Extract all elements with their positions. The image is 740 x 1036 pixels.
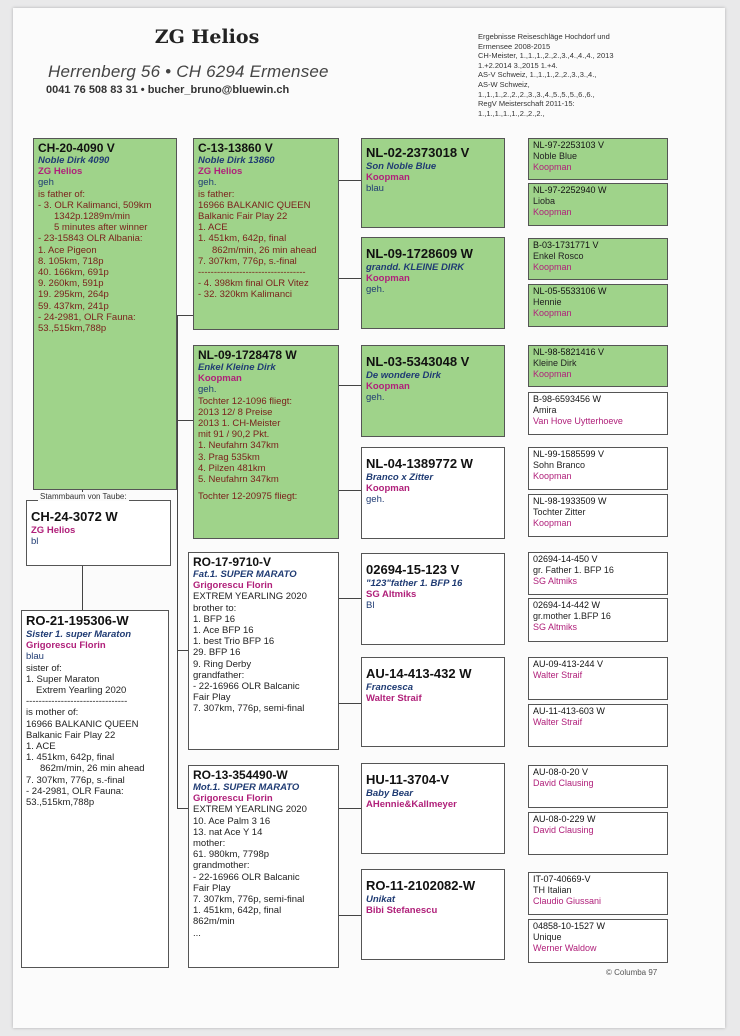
gen3-ring: NL-02-2373018 V [366, 145, 470, 160]
sire-dam-note: 5. Neufahrn 347km [198, 474, 279, 486]
dam-note: Balkanic Fair Play 22 [26, 729, 116, 741]
dam-note: - 24-2981, OLR Fauna: [26, 785, 124, 797]
gen3-name: Unikat [366, 894, 396, 905]
gen4-ring: NL-99-1585599 V [533, 449, 605, 459]
gen4-name: Tochter Zitter [533, 507, 586, 517]
dam-sire-note: 1. BFP 16 [193, 613, 236, 625]
dam-note: sister of: [26, 662, 62, 674]
gen4-box-10 [528, 598, 668, 642]
dam-ring: RO-21-195306-W [26, 613, 129, 628]
gen4-owner: Claudio Giussani [533, 896, 602, 906]
sire-owner: ZG Helios [38, 166, 83, 178]
sire-dam-owner: Koopman [198, 373, 242, 385]
sire-sire-note: Balkanic Fair Play 22 [198, 211, 288, 223]
sire-sire-note: 1. ACE [198, 222, 228, 234]
gen4-box-6 [528, 392, 668, 435]
sire-sire-note: ---------------------------------- [198, 267, 306, 279]
sire-dam-note: 4. Pilzen 481km [198, 462, 266, 474]
gen4-ring: IT-07-40669-V [533, 874, 591, 884]
gen4-owner: Koopman [533, 262, 572, 272]
gen3-ring: NL-04-1389772 W [366, 456, 473, 471]
dam-note: -------------------------------- [26, 696, 128, 708]
gen4-box-16 [528, 919, 668, 963]
dam-note: 862m/min, 26 min ahead [40, 763, 145, 775]
gen4-owner: Koopman [533, 369, 572, 379]
gen4-ring: NL-98-1933509 W [533, 496, 607, 506]
sire-dam-name: Enkel Kleine Dirk [198, 362, 276, 373]
dam-dam-note: ... [193, 927, 201, 939]
dam-dam-note: grandmother: [193, 860, 250, 872]
dam-dam-note: 61. 980km, 7798p [193, 849, 270, 861]
dam-note: 1. ACE [26, 741, 56, 753]
sire-dam-note: Tochter 12-1096 fliegt: [198, 395, 293, 407]
sire-sire-box [193, 138, 339, 330]
sire-sire-owner: ZG Helios [198, 166, 243, 178]
dam-sire-note: EXTREM YEARLING 2020 [193, 591, 307, 603]
dam-sire-owner: Grigorescu Florin [193, 580, 273, 592]
dam-dam-note: - 22-16966 OLR Balcanic [193, 871, 300, 883]
pedigree-caption: Stammbaum von Taube: [40, 492, 127, 501]
gen4-box-1 [528, 138, 668, 180]
gen4-box-2 [528, 183, 668, 226]
gen4-ring: AU-08-0-229 W [533, 814, 596, 824]
dam-color: blau [26, 651, 44, 663]
sire-note: - 23-15843 OLR Albania: [38, 233, 143, 245]
gen4-ring: B-98-6593456 W [533, 394, 602, 404]
sire-sire-note: 862m/min, 26 min ahead [212, 244, 317, 256]
gen4-box-4 [528, 284, 668, 327]
gen3-box-8 [361, 869, 505, 960]
dam-dam-note: 862m/min [193, 916, 235, 928]
gen3-owner: Koopman [366, 273, 410, 285]
sire-box [33, 138, 177, 490]
sire-note: 59. 437km, 241p [38, 300, 109, 312]
results-line: Ergebnisse Reiseschläge Hochdorf und [478, 32, 610, 41]
gen4-box-14 [528, 812, 668, 855]
results-line: 1.+2.2014 3.,2015 1.+4. [478, 60, 558, 70]
dam-dam-note: 7. 307km, 776p, semi-final [193, 894, 305, 906]
gen4-owner: Koopman [533, 207, 572, 217]
results-summary [478, 32, 668, 118]
dam-sire-note: 29. BFP 16 [193, 647, 241, 659]
results-line: AS-V Schweiz, 1.,1.,1.,2.,2.,3.,3.,4., [478, 70, 597, 80]
gen4-ring: 04858-10-1527 W [533, 921, 606, 931]
results-line: AS-W Schweiz, [478, 79, 530, 89]
sire-note: - 24-2981, OLR Fauna: [38, 311, 136, 323]
gen3-name: "123"father 1. BFP 16 [366, 578, 463, 589]
gen4-owner: David Clausing [533, 825, 594, 835]
gen4-ring: B-03-1731771 V [533, 240, 599, 250]
gen4-owner: SG Altmiks [533, 622, 578, 632]
gen3-owner: Koopman [366, 381, 410, 393]
gen3-ring: NL-09-1728609 W [366, 246, 473, 261]
sire-dam-note: 3. Prag 535km [198, 451, 260, 463]
dam-dam-owner: Grigorescu Florin [193, 793, 273, 805]
gen4-owner: David Clausing [533, 778, 594, 788]
copyright: © Columba 97 [606, 968, 658, 977]
dam-sire-note: grandfather: [193, 669, 245, 681]
sire-sire-ring: C-13-13860 V [198, 141, 273, 155]
results-line: 1.,1.,1.,1.,1.,2.,2.,2., [478, 108, 545, 118]
sire-dam-note: 1. Neufahrn 347km [198, 440, 279, 452]
dam-note: 53.,515km,788p [26, 797, 95, 809]
gen4-name: Kleine Dirk [533, 358, 577, 368]
dam-sire-note: - 22-16966 OLR Balcanic [193, 681, 300, 693]
gen3-ring: HU-11-3704-V [366, 772, 450, 787]
gen4-name: Amira [533, 405, 557, 415]
gen4-name: gr.mother 1.BFP 16 [533, 611, 611, 621]
gen4-box-11 [528, 657, 668, 700]
dam-sire-note: brother to: [193, 602, 237, 614]
breeder-title: ZG Helios [154, 26, 260, 48]
gen4-owner: Koopman [533, 162, 572, 172]
gen4-box-8 [528, 494, 668, 537]
sire-note: is father of: [38, 188, 85, 200]
sire-dam-note: mit 91 / 90,2 Pkt. [198, 429, 270, 441]
subject-color: bl [31, 536, 39, 548]
dam-dam-note: 10. Ace Palm 3 16 [193, 815, 271, 827]
gen4-owner: Koopman [533, 471, 572, 481]
gen4-name: Noble Blue [533, 151, 578, 161]
gen3-owner: Koopman [366, 483, 410, 495]
gen4-ring: NL-97-2252940 W [533, 185, 607, 195]
sire-name: Noble Dirk 4090 [38, 155, 110, 166]
gen3-box-2 [361, 237, 505, 329]
sire-dam-note: 2013 12/ 8 Preise [198, 406, 273, 418]
gen4-name: Unique [533, 932, 562, 942]
gen4-box-9 [528, 552, 668, 595]
gen4-box-7 [528, 447, 668, 490]
dam-dam-note: 1. 451km, 642p, final [193, 905, 282, 917]
gen3-owner: Koopman [366, 172, 410, 184]
gen3-owner: SG Altmiks [366, 589, 417, 601]
gen3-box-4 [361, 447, 505, 539]
sire-note: 53.,515km,788p [38, 323, 107, 335]
gen4-ring: AU-09-413-244 V [533, 659, 604, 669]
gen4-ring: 02694-14-442 W [533, 600, 601, 610]
gen3-name: Baby Bear [366, 788, 413, 799]
dam-sire-note: 7. 307km, 776p, semi-final [193, 703, 305, 715]
gen3-color: geh. [366, 284, 385, 296]
gen4-ring: AU-11-413-603 W [533, 706, 605, 716]
sire-sire-note: 7. 307km, 776p, s.-final [198, 255, 297, 267]
gen3-box-7 [361, 763, 505, 854]
gen4-name: Enkel Rosco [533, 251, 584, 261]
sire-dam-color: geh. [198, 384, 217, 396]
gen4-ring: AU-08-0-20 V [533, 767, 589, 777]
results-line: CH-Meister, 1.,1.,1.,2.,2.,3.,4.,4.,4., 2013 [478, 51, 614, 61]
gen4-box-13 [528, 765, 668, 808]
sire-note: 1342p.1289m/min [54, 211, 131, 223]
sire-sire-note: 16966 BALKANIC QUEEN [198, 199, 311, 211]
gen3-name: grandd. KLEINE DIRK [366, 262, 465, 273]
dam-dam-note: 13. nat Ace Y 14 [193, 826, 263, 838]
gen3-color: geh. [366, 392, 385, 404]
gen3-color: blau [366, 183, 384, 195]
gen4-owner: Koopman [533, 518, 572, 528]
dam-owner: Grigorescu Florin [26, 640, 106, 652]
sire-dam-note: Tochter 12-20975 fliegt: [198, 491, 298, 503]
gen3-box-3 [361, 345, 505, 437]
gen4-owner: Koopman [533, 308, 572, 318]
dam-sire-note: 1. Ace BFP 16 [193, 625, 254, 637]
dam-note: Extrem Yearling 2020 [36, 685, 127, 697]
dam-note: is mother of: [26, 707, 79, 719]
gen4-owner: Werner Waldow [533, 943, 597, 953]
sire-note: 19. 295km, 264p [38, 289, 109, 301]
subject-ring: CH-24-3072 W [31, 509, 118, 524]
dam-sire-note: 1. best Trio BFP 16 [193, 636, 275, 648]
gen4-ring: NL-97-2253103 V [533, 140, 605, 150]
gen3-ring: AU-14-413-432 W [366, 666, 472, 681]
sire-note: 1. Ace Pigeon [38, 244, 97, 256]
gen3-name: Francesca [366, 682, 414, 693]
subject-owner: ZG Helios [31, 525, 76, 536]
sire-note: 9. 260km, 591p [38, 278, 104, 290]
dam-sire-note: Fair Play [193, 692, 231, 704]
sire-sire-name: Noble Dirk 13860 [198, 155, 275, 166]
gen4-box-5 [528, 345, 668, 387]
gen3-ring: NL-03-5343048 V [366, 354, 470, 369]
gen4-ring: NL-05-5533106 W [533, 286, 607, 296]
gen4-ring: NL-98-5821416 V [533, 347, 605, 357]
gen3-color: Bl [366, 600, 375, 612]
sire-color: geh [38, 177, 54, 189]
sire-dam-note: 2013 1. CH-Meister [198, 418, 281, 430]
results-line: 1.,1.,1.,2.,2.,2.,3.,3.,4.,5.,5.,5.,6.,6., [478, 89, 595, 99]
results-line: RegV Meisterschaft 2011-15: [478, 99, 575, 109]
gen4-name: Lioba [533, 196, 556, 206]
gen3-owner: AHennie&Kallmeyer [366, 799, 457, 811]
sire-note: 5 minutes after winner [54, 222, 148, 234]
dam-dam-note: mother: [193, 838, 226, 850]
gen3-name: Branco x Zitter [366, 472, 434, 483]
dam-note: 16966 BALKANIC QUEEN [26, 718, 139, 730]
dam-note: 1. Super Maraton [26, 673, 100, 685]
dam-dam-box [188, 765, 339, 968]
gen3-owner: Walter Straif [366, 693, 422, 705]
gen4-box-15 [528, 872, 668, 915]
dam-sire-note: 9. Ring Derby [193, 658, 252, 670]
gen4-name: TH Italian [533, 885, 572, 895]
dam-dam-ring: RO-13-354490-W [193, 768, 288, 782]
subject-box [26, 500, 171, 566]
sire-dam-box [193, 345, 339, 539]
dam-dam-note: Fair Play [193, 882, 231, 894]
sire-dam-ring: NL-09-1728478 W [198, 348, 297, 362]
gen3-owner: Bibi Stefanescu [366, 905, 438, 917]
gen3-box-5 [361, 553, 505, 645]
sire-note: - 3. OLR Kalimanci, 509km [38, 199, 152, 211]
dam-note: 1. 451km, 642p, final [26, 752, 115, 764]
gen4-name: Sohn Branco [533, 460, 586, 470]
sire-ring: CH-20-4090 V [38, 141, 115, 155]
gen3-ring: 02694-15-123 V [366, 562, 460, 577]
dam-sire-ring: RO-17-9710-V [193, 555, 272, 569]
gen4-name: Hennie [533, 297, 562, 307]
gen4-box-12 [528, 704, 668, 747]
results-line: Ermensee 2008-2015 [478, 41, 551, 51]
gen4-box-3 [528, 238, 668, 280]
dam-sire-name: Fat.1. SUPER MARATO [193, 569, 297, 580]
gen3-name: De wondere Dirk [366, 370, 441, 381]
gen3-ring: RO-11-2102082-W [366, 878, 476, 893]
sire-sire-note: - 4. 398km final OLR Vitez [198, 278, 309, 290]
breeder-contact: 0041 76 508 83 31 • bucher_bruno@bluewin.ch [46, 84, 290, 96]
sire-sire-note: - 32. 320km Kalimanci [198, 289, 292, 301]
gen4-owner: SG Altmiks [533, 576, 578, 586]
dam-sire-box [188, 552, 339, 750]
gen3-box-6 [361, 657, 505, 747]
dam-box [21, 610, 169, 968]
sire-sire-color: geh. [198, 177, 217, 189]
gen3-name: Son Noble Blue [366, 161, 437, 172]
gen4-owner: Walter Straif [533, 717, 583, 727]
sire-note: 40. 166km, 691p [38, 267, 109, 279]
gen4-owner: Walter Straif [533, 670, 583, 680]
gen3-box-1 [361, 138, 505, 228]
dam-dam-note: EXTREM YEARLING 2020 [193, 804, 307, 816]
sire-sire-note: 1. 451km, 642p, final [198, 233, 287, 245]
dam-name: Sister 1. super Maraton [26, 629, 132, 640]
gen4-ring: 02694-14-450 V [533, 554, 598, 564]
sire-note: 8. 105km, 718p [38, 255, 104, 267]
breeder-address: Herrenberg 56 • CH 6294 Ermensee [48, 62, 329, 81]
sire-sire-note: is father: [198, 188, 235, 200]
dam-note: 7. 307km, 776p, s.-final [26, 774, 125, 786]
gen3-color: geh. [366, 494, 385, 506]
gen4-owner: Van Hove Uytterhoeve [533, 416, 623, 426]
gen4-name: gr. Father 1. BFP 16 [533, 565, 614, 575]
dam-dam-name: Mot.1. SUPER MARATO [193, 782, 300, 793]
